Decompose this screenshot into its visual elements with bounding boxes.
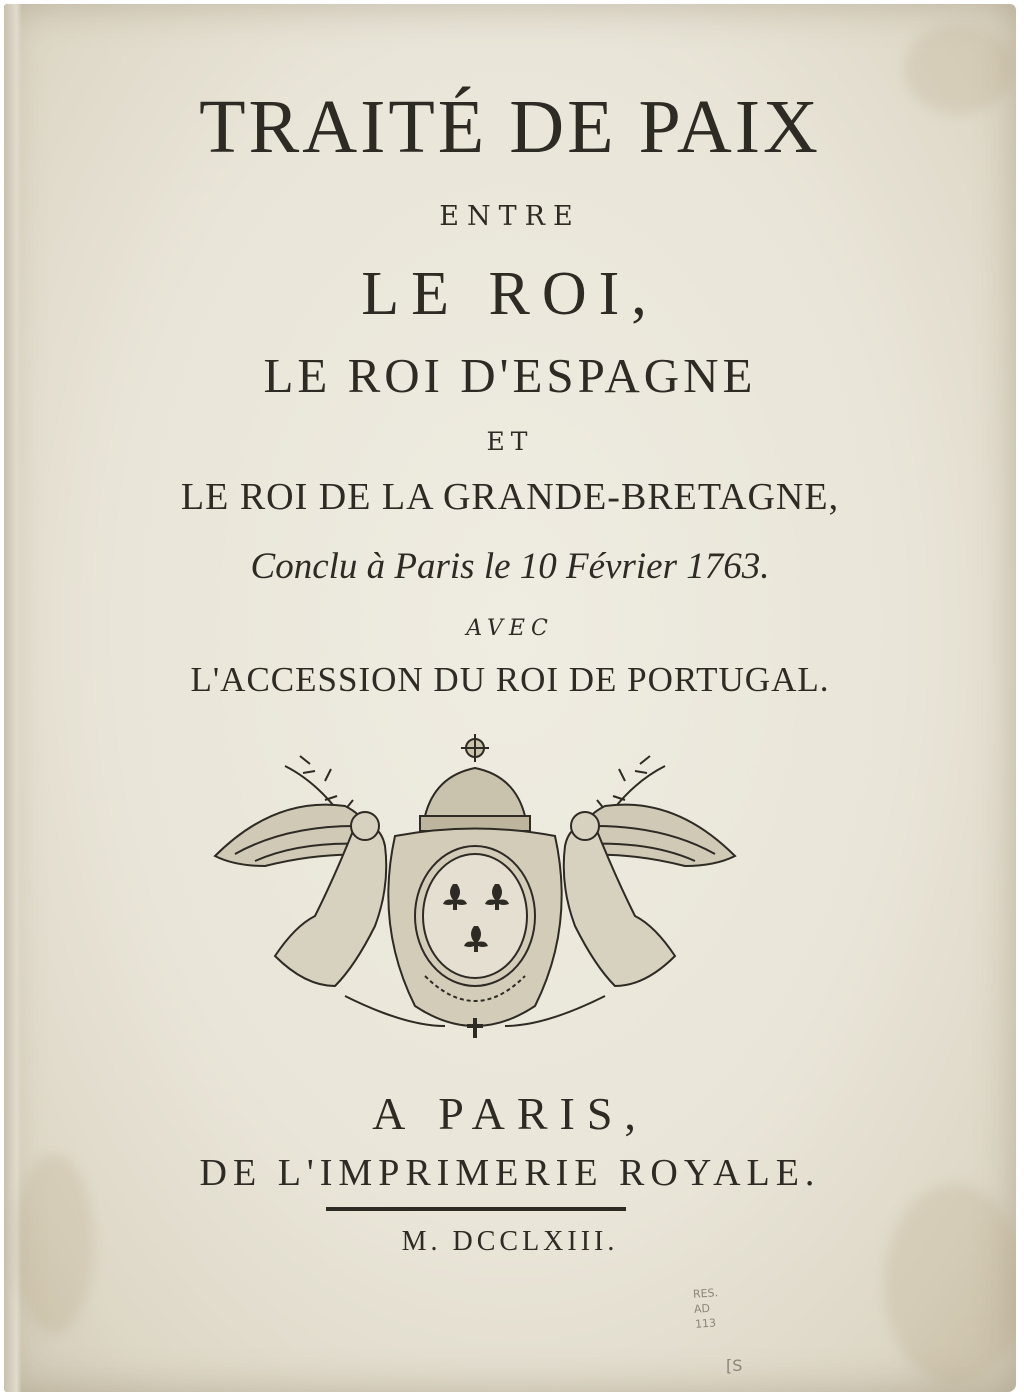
stamp-line: AD [693,1301,711,1316]
party-king-of-france: LE ROI, [361,260,659,328]
party-king-of-spain: LE ROI D'ESPAGNE [263,348,757,403]
imprint-year: M. DCCLXIII. [401,1226,619,1257]
connector-entre: ENTRE [439,201,581,232]
document-title: TRAITÉ DE PAIX [199,85,821,169]
imprint-place: A PARIS, [372,1088,648,1139]
paper-stain [884,1184,1016,1384]
stamp-line: 113 [694,1316,717,1331]
royal-coat-of-arms-icon [205,726,745,1066]
concluded-date-line: Conclu à Paris le 10 Février 1763. [250,546,770,587]
connector-avec: AVEC [466,616,554,641]
crown [425,768,525,816]
library-shelfmark-stamp [692,1285,720,1332]
stamp-line: RES. [692,1286,719,1301]
accession-portugal: L'ACCESSION DU ROI DE PORTUGAL. [190,660,830,699]
title-page [4,4,1016,1392]
shield [423,854,527,978]
imprint-printer: DE L'IMPRIMERIE ROYALE. [199,1152,821,1194]
divider-rule [326,1207,626,1211]
party-king-of-great-britain: LE ROI DE LA GRANDE-BRETAGNE, [180,476,840,518]
library-mark: [S [726,1356,743,1375]
connector-et: ET [486,427,534,456]
